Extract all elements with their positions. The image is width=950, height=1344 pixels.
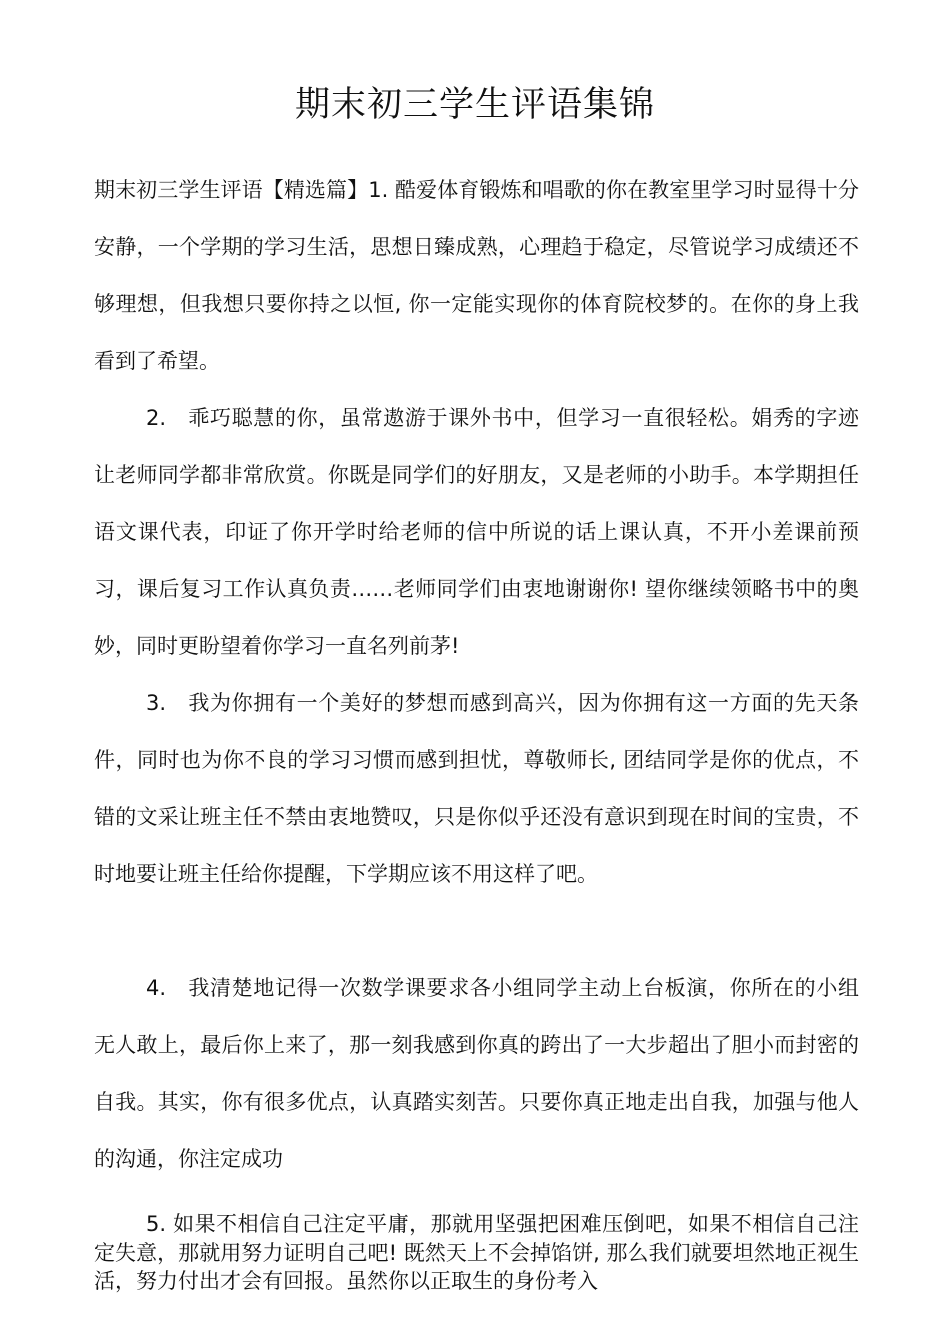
paragraph-1: 期末初三学生评语【精选篇】1. 酷爱体育锻炼和唱歌的你在教室里学习时显得十分安静，一个学期的学习生活，思想日臻成熟，心理趋于稳定，尽管说学习成绩还不够理想，但我想只要你持之以恒, 你一定能实现你的体育院校梦的。在你的身上我看到了希望。 [94, 178, 859, 373]
page-title: 期末初三学生评语集锦 [294, 85, 655, 125]
paragraph-4: 4. 我清楚地记得一次数学课要求各小组同学主动上台板演，你所在的小组无人敢上，最后你上来了，那一刻我感到你真的跨出了一大步超出了胆小而封密的自我。其实，你有很多优点，认真踏实刻苦。只要你真正地走出自我，加强与他人的沟通，你注定成功 [94, 976, 859, 1171]
paragraph-3: 3. 我为你拥有一个美好的梦想而感到高兴，因为你拥有这一方面的先天条件，同时也为你不良的学习习惯而感到担忧，尊敬师长, 团结同学是你的优点，不错的文采让班主任不禁由衷地赞叹，只是你似乎还没有意识到现在时间的宝贵，不时地要让班主任给你提醒，下学期应该不用这样了吧。 [94, 691, 859, 886]
paragraph-5: 5. 如果不相信自己注定平庸，那就用坚强把困难压倒吧，如果不相信自己注定失意，那就用努力证明自己吧! 既然天上不会掉馅饼, 那么我们就要坦然地正视生活，努力付出才会有回报。虽然你以正取生的身份考入 [94, 1212, 859, 1293]
paragraph-2: 2. 乖巧聪慧的你，虽常遨游于课外书中，但学习一直很轻松。娟秀的字迹让老师同学都非常欣赏。你既是同学们的好朋友，又是老师的小助手。本学期担任语文课代表，印证了你开学时给老师的信中所说的话上课认真，不开小差课前预习，课后复习工作认真负责……老师同学们由衷地谢谢你! 望你继续领略书中的奥妙，同时更盼望着你学习一直名列前茅! [94, 406, 859, 658]
